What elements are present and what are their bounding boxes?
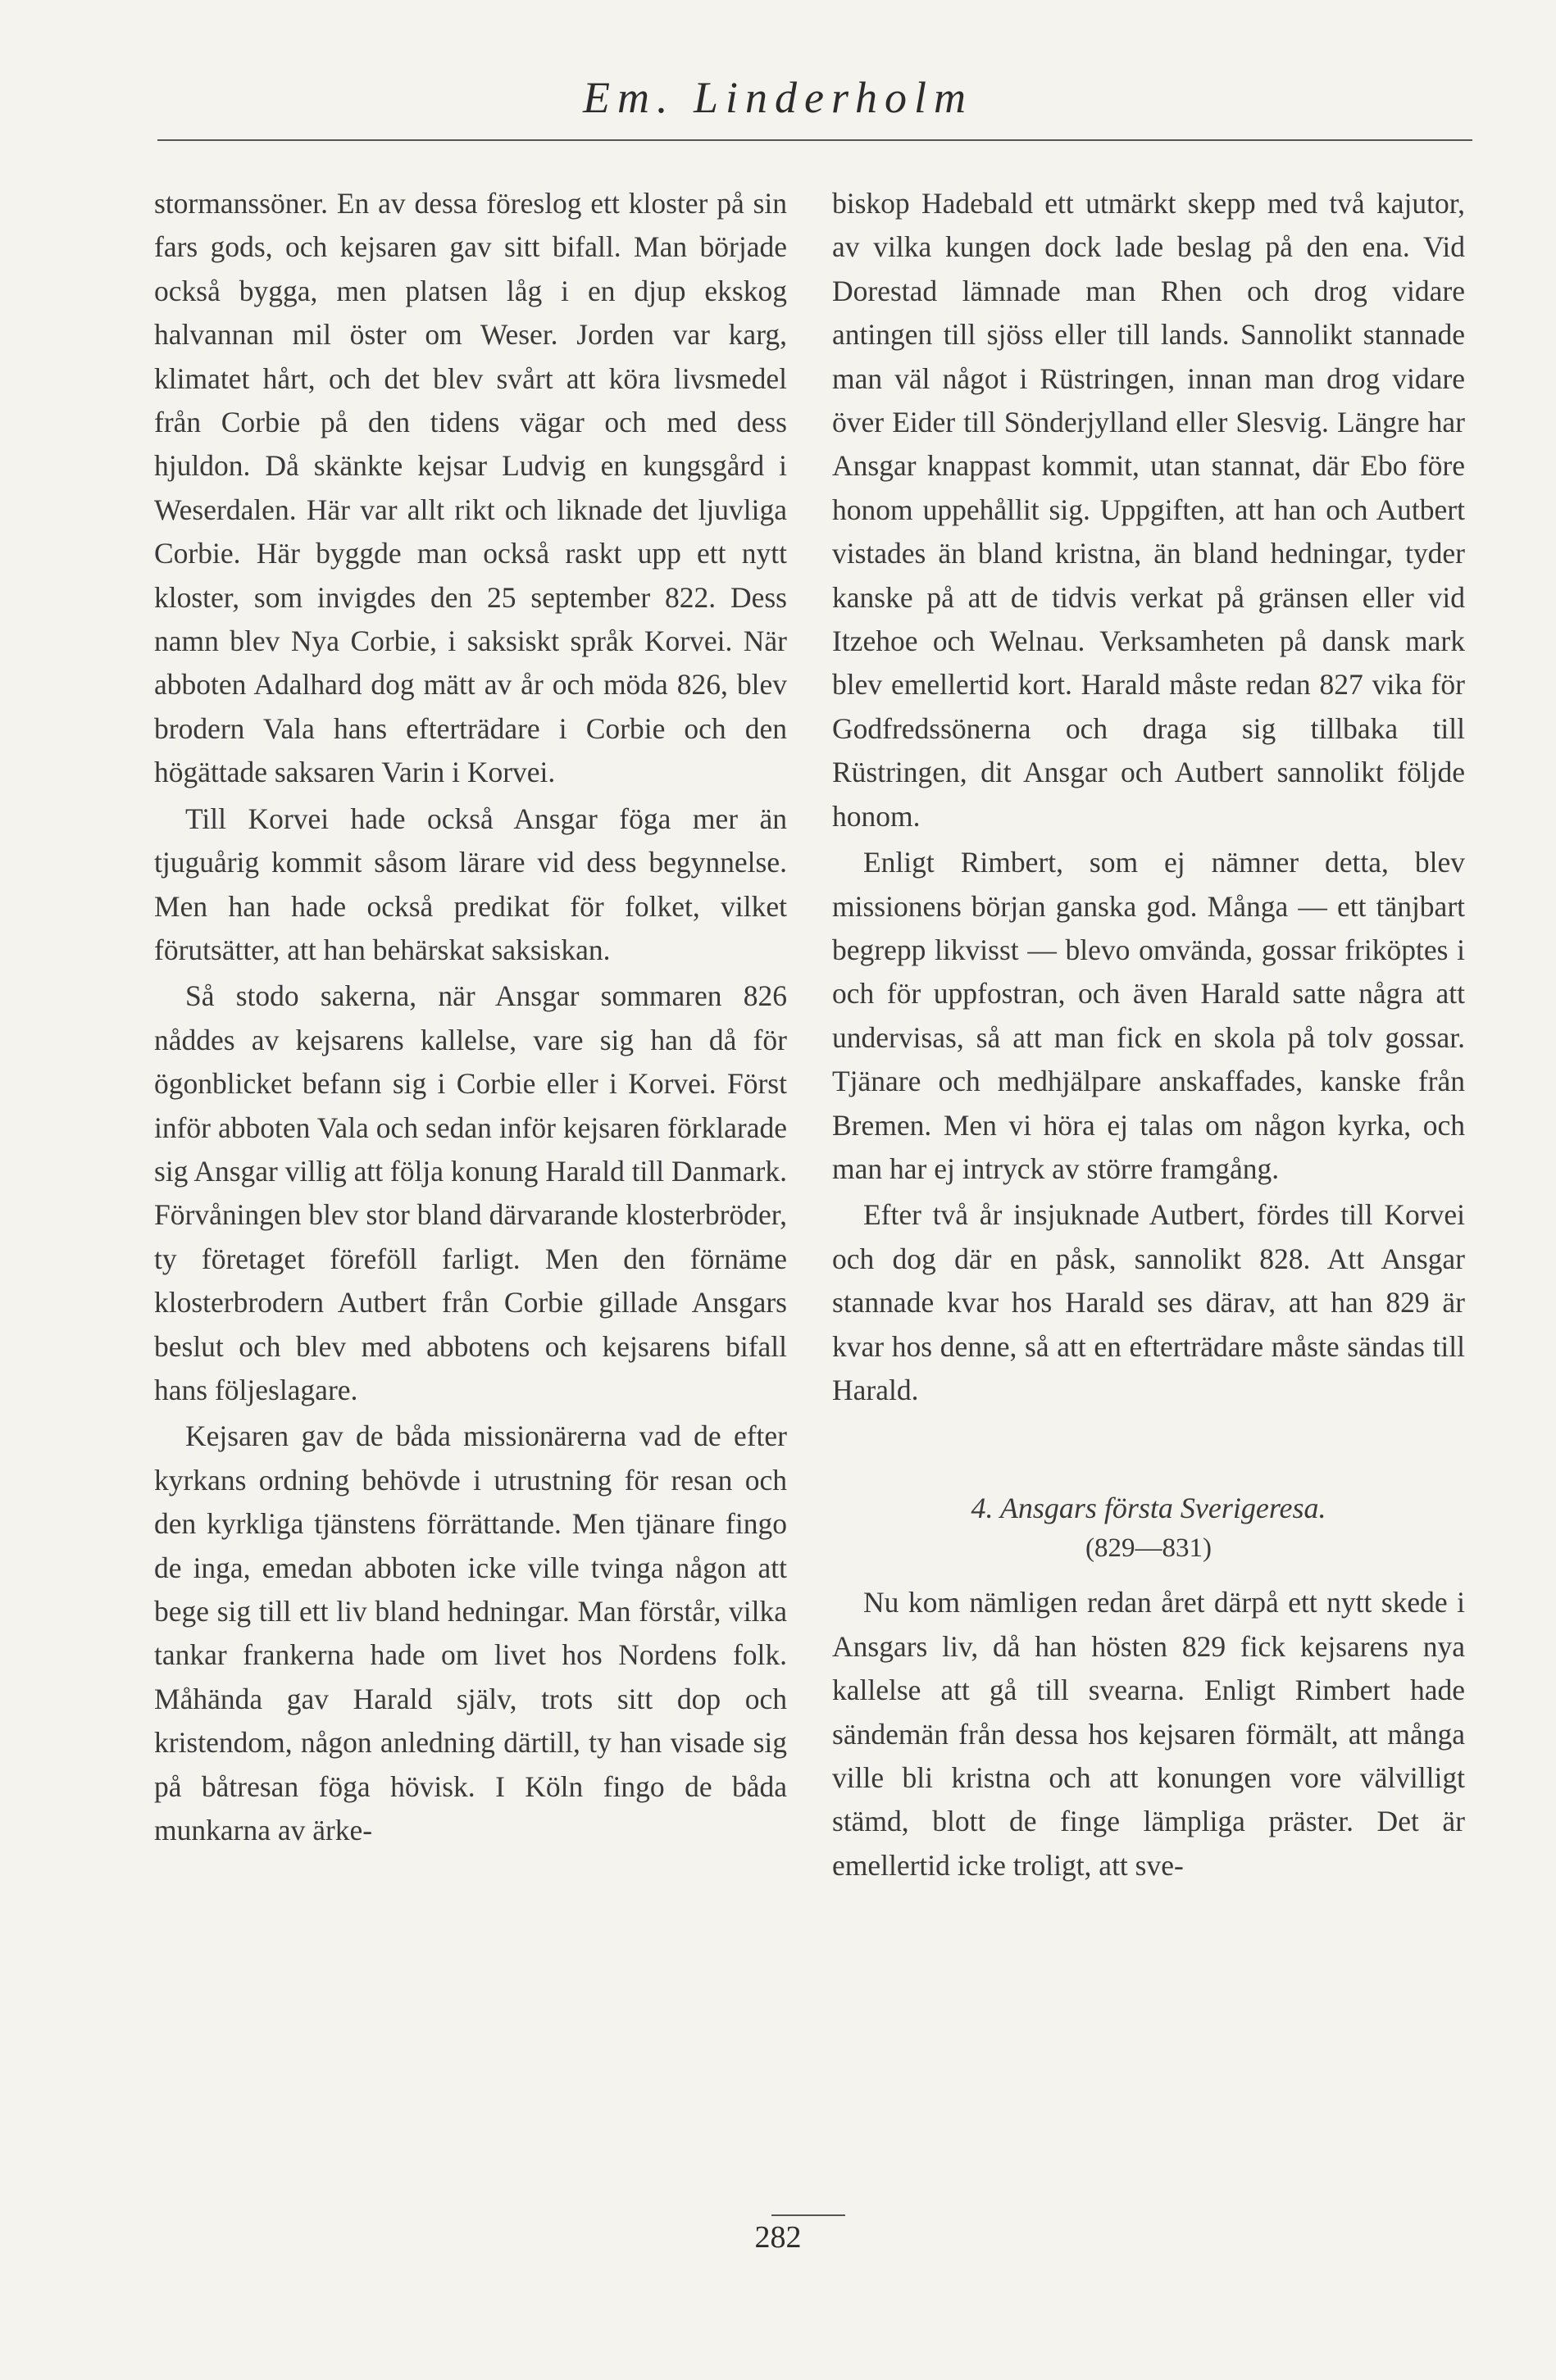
right-column [832, 182, 1465, 1887]
paragraph: biskop Hadebald ett utmärkt skepp med två kajutor, av vilka kungen dock lade beslag på den ena. Vid Dorestad lämnade man Rhen och drog vidare antingen till sjöss eller till lands. Sannolikt stannade man väl något i Rüstringen, innan man drog vidare över Eider till Sönderjylland eller Slesvig. Längre har Ansgar knappast kommit, utan stannat, där Ebo före honom uppehållit sig. Uppgiften, att han och Autbert vistades än bland kristna, än bland hedningar, tyder kanske på att de tidvis verkat på gränsen eller vid Itzehoe och Welnau. Verksamheten på dansk mark blev emellertid kort. Harald måste redan 827 vika för Godfredssönerna och draga sig tillbaka till Rüstringen, dit Ansgar och Autbert sannolikt följde honom. [832, 187, 1465, 833]
section-dates: (829—831) [1085, 1533, 1212, 1564]
running-header: Em. Linderholm [582, 73, 974, 122]
footer-rule [771, 2214, 845, 2216]
section-heading: 4. Ansgars första Sverigeresa. [971, 1492, 1326, 1525]
paragraph: Kejsaren gav de båda missionärerna vad de efter kyrkans ordning behövde i utrustning för resan och den kyrkliga tjänstens förrättande. Men tjänare fingo de inga, emedan abboten icke ville tvinga någon att bege sig till ett liv bland hedningar. Man förstår, vilka tankar frankerna hade om livet hos Nordens folk. Måhända gav Harald själv, trots sitt dop och kristendom, någon anledning därtill, ty han visade sig på båtresan föga hövisk. I Köln fingo de båda munkarna av ärke- [154, 1419, 787, 1847]
paragraph: Nu kom nämligen redan året därpå ett nytt skede i Ansgars liv, då han hösten 829 fick kejsarens nya kallelse att gå till svearna. Enligt Rimbert hade sändemän från dessa hos kejsaren förmält, att många ville bli kristna och att konungen vore välvilligt stämd, blott de finge lämpliga präster. Det är emellertid icke troligt, att sve- [832, 1586, 1465, 1882]
header-rule [157, 139, 1472, 141]
left-column [154, 182, 787, 1852]
paragraph: stormanssöner. En av dessa föreslog ett kloster på sin fars gods, och kejsaren gav sitt bifall. Man började också bygga, men platsen låg i en djup ekskog halvannan mil öster om Weser. Jorden var karg, klimatet hårt, och det blev svårt att köra livsmedel från Corbie på den tidens vägar och med dess hjuldon. Då skänkte kejsar Ludvig en kungsgård i Weserdalen. Här var allt rikt och liknade det ljuvliga Corbie. Här byggde man också raskt upp ett nytt kloster, som invigdes den 25 september 822. Dess namn blev Nya Corbie, i saksiskt språk Korvei. När abboten Adalhard dog mätt av år och möda 826, blev brodern Vala hans efterträdare i Corbie och den högättade saksaren Varin i Korvei. [154, 187, 787, 789]
paragraph: Till Korvei hade också Ansgar föga mer än tjuguårig kommit såsom lärare vid dess begynnelse. Men han hade också predikat för folket, vilket förutsätter, att han behärskat saksiskan. [154, 802, 787, 966]
paragraph: Så stodo sakerna, när Ansgar sommaren 826 nåddes av kejsarens kallelse, vare sig han då för ögonblicket befann sig i Corbie eller i Korvei. Först inför abboten Vala och sedan inför kejsaren förklarade sig Ansgar villig att följa konung Harald till Danmark. Förvåningen blev stor bland därvarande klosterbröder, ty företaget föreföll farligt. Men den förnäme klosterbrodern Autbert från Corbie gillade Ansgars beslut och blev med abbotens och kejsarens bifall hans följeslagare. [154, 979, 787, 1406]
paragraph: Efter två år insjuknade Autbert, fördes till Korvei och dog där en påsk, sannolikt 828. Att Ansgar stannade kvar hos Harald ses därav, att han 829 är kvar hos denne, så att en efterträdare måste sändas till Harald. [832, 1198, 1465, 1406]
page-number: 282 [754, 2220, 802, 2255]
paragraph: Enligt Rimbert, som ej nämner detta, blev missionens början ganska god. Många — ett tänjbart begrepp likvisst — blevo omvända, gossar friköptes i och för uppfostran, och även Harald satte några att undervisas, så att man fick en skola på tolv gossar. Tjänare och medhjälpare anskaffades, kanske från Bremen. Men vi höra ej talas om någon kyrka, och man har ej intryck av större framgång. [832, 846, 1465, 1185]
